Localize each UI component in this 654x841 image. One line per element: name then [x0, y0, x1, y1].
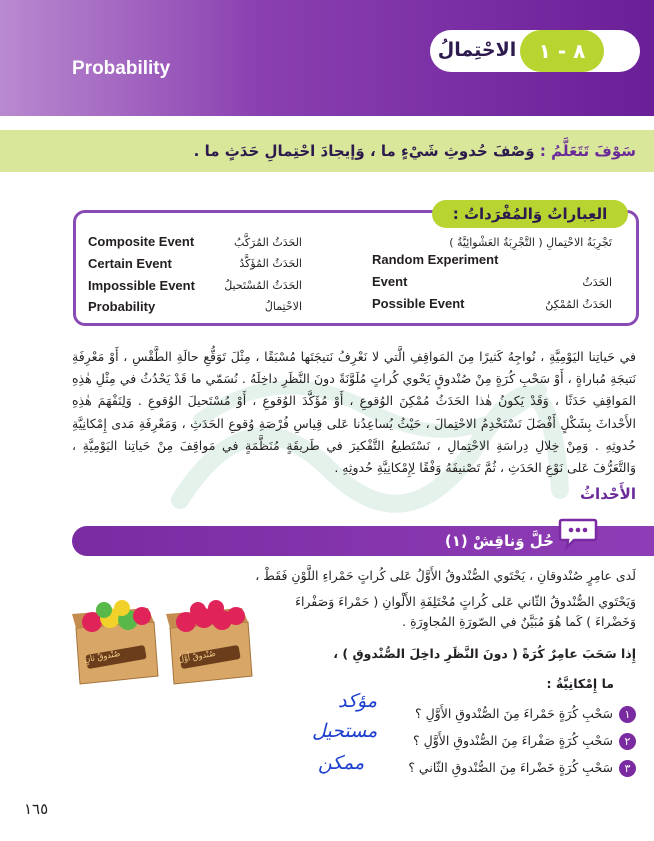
- box-label-first: صُنْدوقٌ أَوَّلٌ: [177, 648, 217, 665]
- handwritten-answer-3: ممكن: [318, 752, 365, 774]
- vocab-left-en-0: Composite Event: [88, 234, 195, 249]
- learn-text-wrap: [194, 130, 636, 172]
- vocabulary-heading: العِباراتُ وَالمُفْرَداتُ :: [432, 200, 628, 228]
- handwritten-answer-2: مستحيل: [312, 720, 378, 742]
- vocab-left-ar-1: الحَدَثُ المُؤَكَّدُ: [239, 257, 302, 270]
- vocab-right-en-2: Possible Event: [372, 296, 465, 311]
- vocab-right-en-1: Event: [372, 274, 408, 289]
- question-text: سَحْبِ كُرَةٍ حَمْراءَ مِنَ الصُّنْدوقِ الأَوَّلِ ؟: [414, 706, 613, 721]
- vocab-left-ar-0: الحَدَثُ المُرَكَّبُ: [233, 236, 302, 249]
- lesson-title: الاحْتِمالُ: [437, 39, 517, 61]
- question-text: سَحْبِ كُرَةٍ خَضْراءَ مِنَ الصُّنْدوقِ الثّاني ؟: [408, 760, 613, 775]
- draw-condition-line: إِذا سَحَبَ عامِرٌ كُرَةً ( دونَ النَّظَرِ داخِلَ الصُّنْدوقِ ) ،: [333, 646, 636, 661]
- lesson-number: ٨ - ١: [520, 30, 604, 72]
- vocab-left-ar-3: الاحْتِمالُ: [264, 300, 302, 313]
- vocab-left-ar-2: الحَدَثُ المُسْتَحيلُ: [224, 279, 302, 292]
- learn-text: وَصْفَ حُدوثِ شَيْءٍ ما ، وَإيجادَ احْتِمالِ حَدَثٍ ما .: [193, 142, 535, 160]
- question-3: [408, 760, 636, 777]
- box-label-second: صُنْدوقٌ ثانٍ: [83, 648, 122, 665]
- question-1: [415, 706, 636, 723]
- events-heading: الأَحْداثُ: [579, 485, 636, 503]
- learn-bar: [0, 130, 654, 172]
- header-english-title: Probability: [72, 58, 171, 79]
- intro-paragraph: في حَياتِنا اليَوْمِيَّةِ ، نُواجِهُ كَثيرًا مِنَ المَواقِفِ الَّتي لا نَعْرِفُ نَتيجَتَها مُسْبَقًا ، مِثْلَ تَوَقُّعِ حالَةِ الطَّقْسِ ، أَوْ مَعْرِفَةِ نَتيجَةِ مُباراةٍ ، أَوْ سَحْبِ كُرَةٍ مِنْ صُنْدوقٍ يَحْوي كُراتٍ مُلَوَّنَةً دونَ النَّظَرِ داخِلَهُ . نُسَمّي ما قَدْ يَحْدُثُ في مِثْلِ هٰذِهِ المَواقِفِ حَدَثًا ، وَقَدْ يَكونُ هٰذا الحَدَثُ مُمْكِنَ الوُقوعِ ، أَوْ مُؤَكَّدَ الوُقوعِ ، أَوْ مُسْتَحيلَ الوُقوعِ . وَلِنَفْهَمَ هٰذِهِ الأَحْداثَ بِشَكْلٍ أَفْضَلَ نَسْتَخْدِمُ الاحْتِمالَ ، حَيْثُ يُساعِدُنا عَلى قِياسِ فُرْصَةِ وُقوعِ الحَدَثِ ، وَمَعْرِفَةِ مَدى إِمْكانِيَّةِ حُدوثِهِ . وَمِنْ خِلالِ دِراسَةِ الاحْتِمالِ ، نَسْتَطيعُ التَّفْكيرَ في طَريقَةٍ مُنَظَّمَةٍ في مَواقِفَ مِنْ حَياتِنا اليَوْمِيَّةِ ، وَالتَّعَرُّفَ عَلى نَوْعِ الحَدَثِ ، ثُمَّ تَصْنيفَهُ وَفْقًا لِإِمْكانِيَّةِ حُدوثِهِ .: [72, 349, 636, 476]
- vocab-right-ar-1: الحَدَثُ: [582, 276, 612, 289]
- learn-label: سَوْفَ تَتَعَلَّمُ :: [539, 142, 636, 160]
- question-2: [413, 733, 636, 750]
- problem-line-1: لَدى عامِرٍ صُنْدوقانِ ، يَحْتَوي الصُّنْدوقُ الأَوَّلُ عَلى كُراتٍ حَمْراءِ اللَّوْنِ فَقَطْ ،: [255, 568, 636, 583]
- vocab-left-en-1: Certain Event: [88, 256, 172, 271]
- two-boxes-image: [70, 588, 262, 688]
- question-text: سَحْبِ كُرَةٍ صَفْراءَ مِنَ الصُّنْدوقِ الأَوَّلِ ؟: [413, 733, 613, 748]
- vocab-right-ar-0: تَجْرِبَةُ الاحْتِمالِ ( التَّجْرِبَةُ العَشْوائِيَّةُ ): [449, 236, 612, 249]
- handwritten-answer-1: مؤكد: [338, 690, 378, 712]
- speech-bubble-icon: [558, 516, 598, 550]
- problem-line-3: وَخَضْراءَ ) كَما هُوَ مُبَيَّنٌ في الصّورَةِ المُجاوِرَةِ .: [402, 614, 636, 629]
- question-number: ١: [619, 706, 636, 723]
- vocab-left-en-2: Impossible Event: [88, 278, 195, 293]
- vocab-right-ar-2: الحَدَثُ المُمْكِنُ: [545, 298, 612, 311]
- page-number: ١٦٥: [24, 800, 49, 818]
- vocab-left-en-3: Probability: [88, 299, 156, 314]
- vocab-right-en-0: Random Experiment: [372, 252, 499, 267]
- discuss-title: حُلَّ وَناقِشْ (١): [444, 532, 554, 550]
- problem-line-2: وَيَحْتَوي الصُّنْدوقُ الثّاني عَلى كُراتٍ مُخْتَلِفَةِ الأَلْوانِ ( حَمْراءَ وَصَفْراءَ: [295, 594, 636, 609]
- possibility-heading: ما إِمْكانِيَّةُ :: [546, 676, 614, 691]
- question-number: ٢: [619, 733, 636, 750]
- question-number: ٣: [619, 760, 636, 777]
